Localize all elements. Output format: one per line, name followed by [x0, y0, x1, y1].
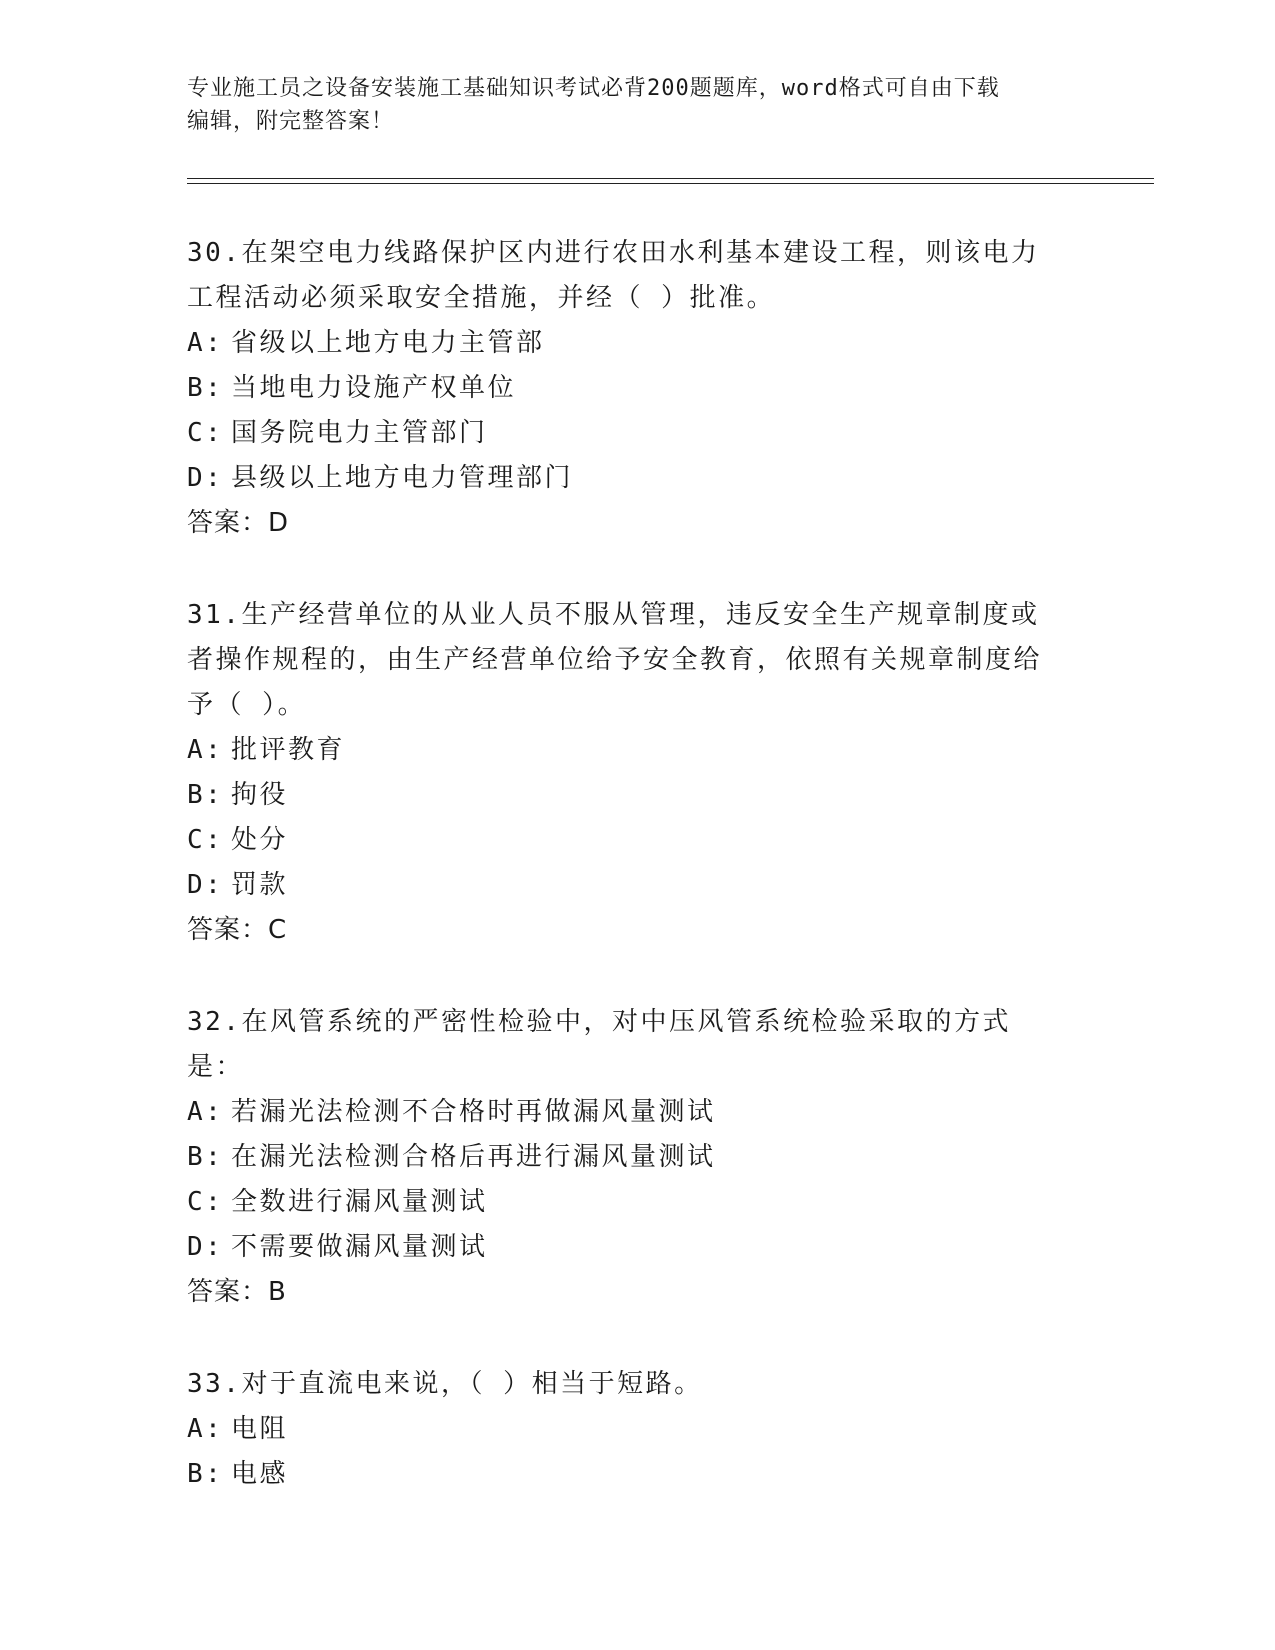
document-header	[187, 72, 1067, 138]
option-b	[187, 773, 1067, 818]
option-letter: C:	[187, 418, 224, 448]
option-letter: D:	[187, 870, 224, 900]
option-letter: B:	[187, 1142, 224, 1172]
option-letter: D:	[187, 463, 224, 493]
option-text: 县级以上地方电力管理部门	[231, 463, 574, 493]
question-33	[187, 1362, 1067, 1497]
option-letter: B:	[187, 1459, 224, 1489]
option-letter: C:	[187, 825, 224, 855]
option-letter: A:	[187, 328, 224, 358]
option-d	[187, 456, 1067, 501]
option-b	[187, 366, 1067, 411]
question-stem: 31.生产经营单位的从业人员不服从管理，违反安全生产规章制度或者操作规程的，由生产经营单位给予安全教育，依照有关规章制度给予（ ）。	[187, 600, 1043, 720]
option-text: 拘役	[231, 780, 289, 810]
option-text: 批评教育	[231, 735, 346, 765]
option-c	[187, 818, 1067, 863]
option-letter: A:	[187, 1097, 224, 1127]
option-d	[187, 1225, 1067, 1270]
header-divider-top	[187, 178, 1154, 179]
header-line-1: 专业施工员之设备安装施工基础知识考试必背200题题库，word格式可自由下载	[187, 76, 1000, 101]
option-text: 若漏光法检测不合格时再做漏风量测试	[231, 1097, 716, 1127]
option-a	[187, 1407, 1067, 1452]
answer-line: 答案：D	[187, 508, 290, 538]
option-b	[187, 1452, 1067, 1497]
option-c	[187, 1180, 1067, 1225]
question-stem: 33.对于直流电来说，（ ）相当于短路。	[187, 1369, 703, 1399]
option-text: 全数进行漏风量测试	[231, 1187, 488, 1217]
option-letter: D:	[187, 1232, 224, 1262]
question-32	[187, 1000, 1067, 1315]
option-a	[187, 321, 1067, 366]
option-letter: B:	[187, 780, 224, 810]
header-divider-bottom	[187, 183, 1154, 184]
question-30	[187, 231, 1067, 546]
answer-line: 答案：B	[187, 1277, 287, 1307]
question-list	[187, 231, 1067, 1544]
answer-line: 答案：C	[187, 915, 288, 945]
option-letter: A:	[187, 1414, 224, 1444]
option-b	[187, 1135, 1067, 1180]
option-text: 处分	[231, 825, 289, 855]
option-text: 不需要做漏风量测试	[231, 1232, 488, 1262]
option-text: 电感	[231, 1459, 289, 1489]
option-c	[187, 411, 1067, 456]
question-stem: 30.在架空电力线路保护区内进行农田水利基本建设工程，则该电力工程活动必须采取安全措施，并经（ ）批准。	[187, 238, 1040, 313]
option-a	[187, 1090, 1067, 1135]
option-text: 当地电力设施产权单位	[231, 373, 517, 403]
option-text: 罚款	[231, 870, 289, 900]
option-text: 省级以上地方电力主管部	[231, 328, 545, 358]
option-text: 电阻	[231, 1414, 289, 1444]
option-a	[187, 728, 1067, 773]
option-text: 国务院电力主管部门	[231, 418, 488, 448]
option-text: 在漏光法检测合格后再进行漏风量测试	[231, 1142, 716, 1172]
option-letter: B:	[187, 373, 224, 403]
question-stem: 32.在风管系统的严密性检验中，对中压风管系统检验采取的方式是：	[187, 1007, 1011, 1082]
header-line-2: 编辑，附完整答案！	[187, 109, 395, 134]
option-letter: C:	[187, 1187, 224, 1217]
question-31	[187, 593, 1067, 953]
option-letter: A:	[187, 735, 224, 765]
option-d	[187, 863, 1067, 908]
